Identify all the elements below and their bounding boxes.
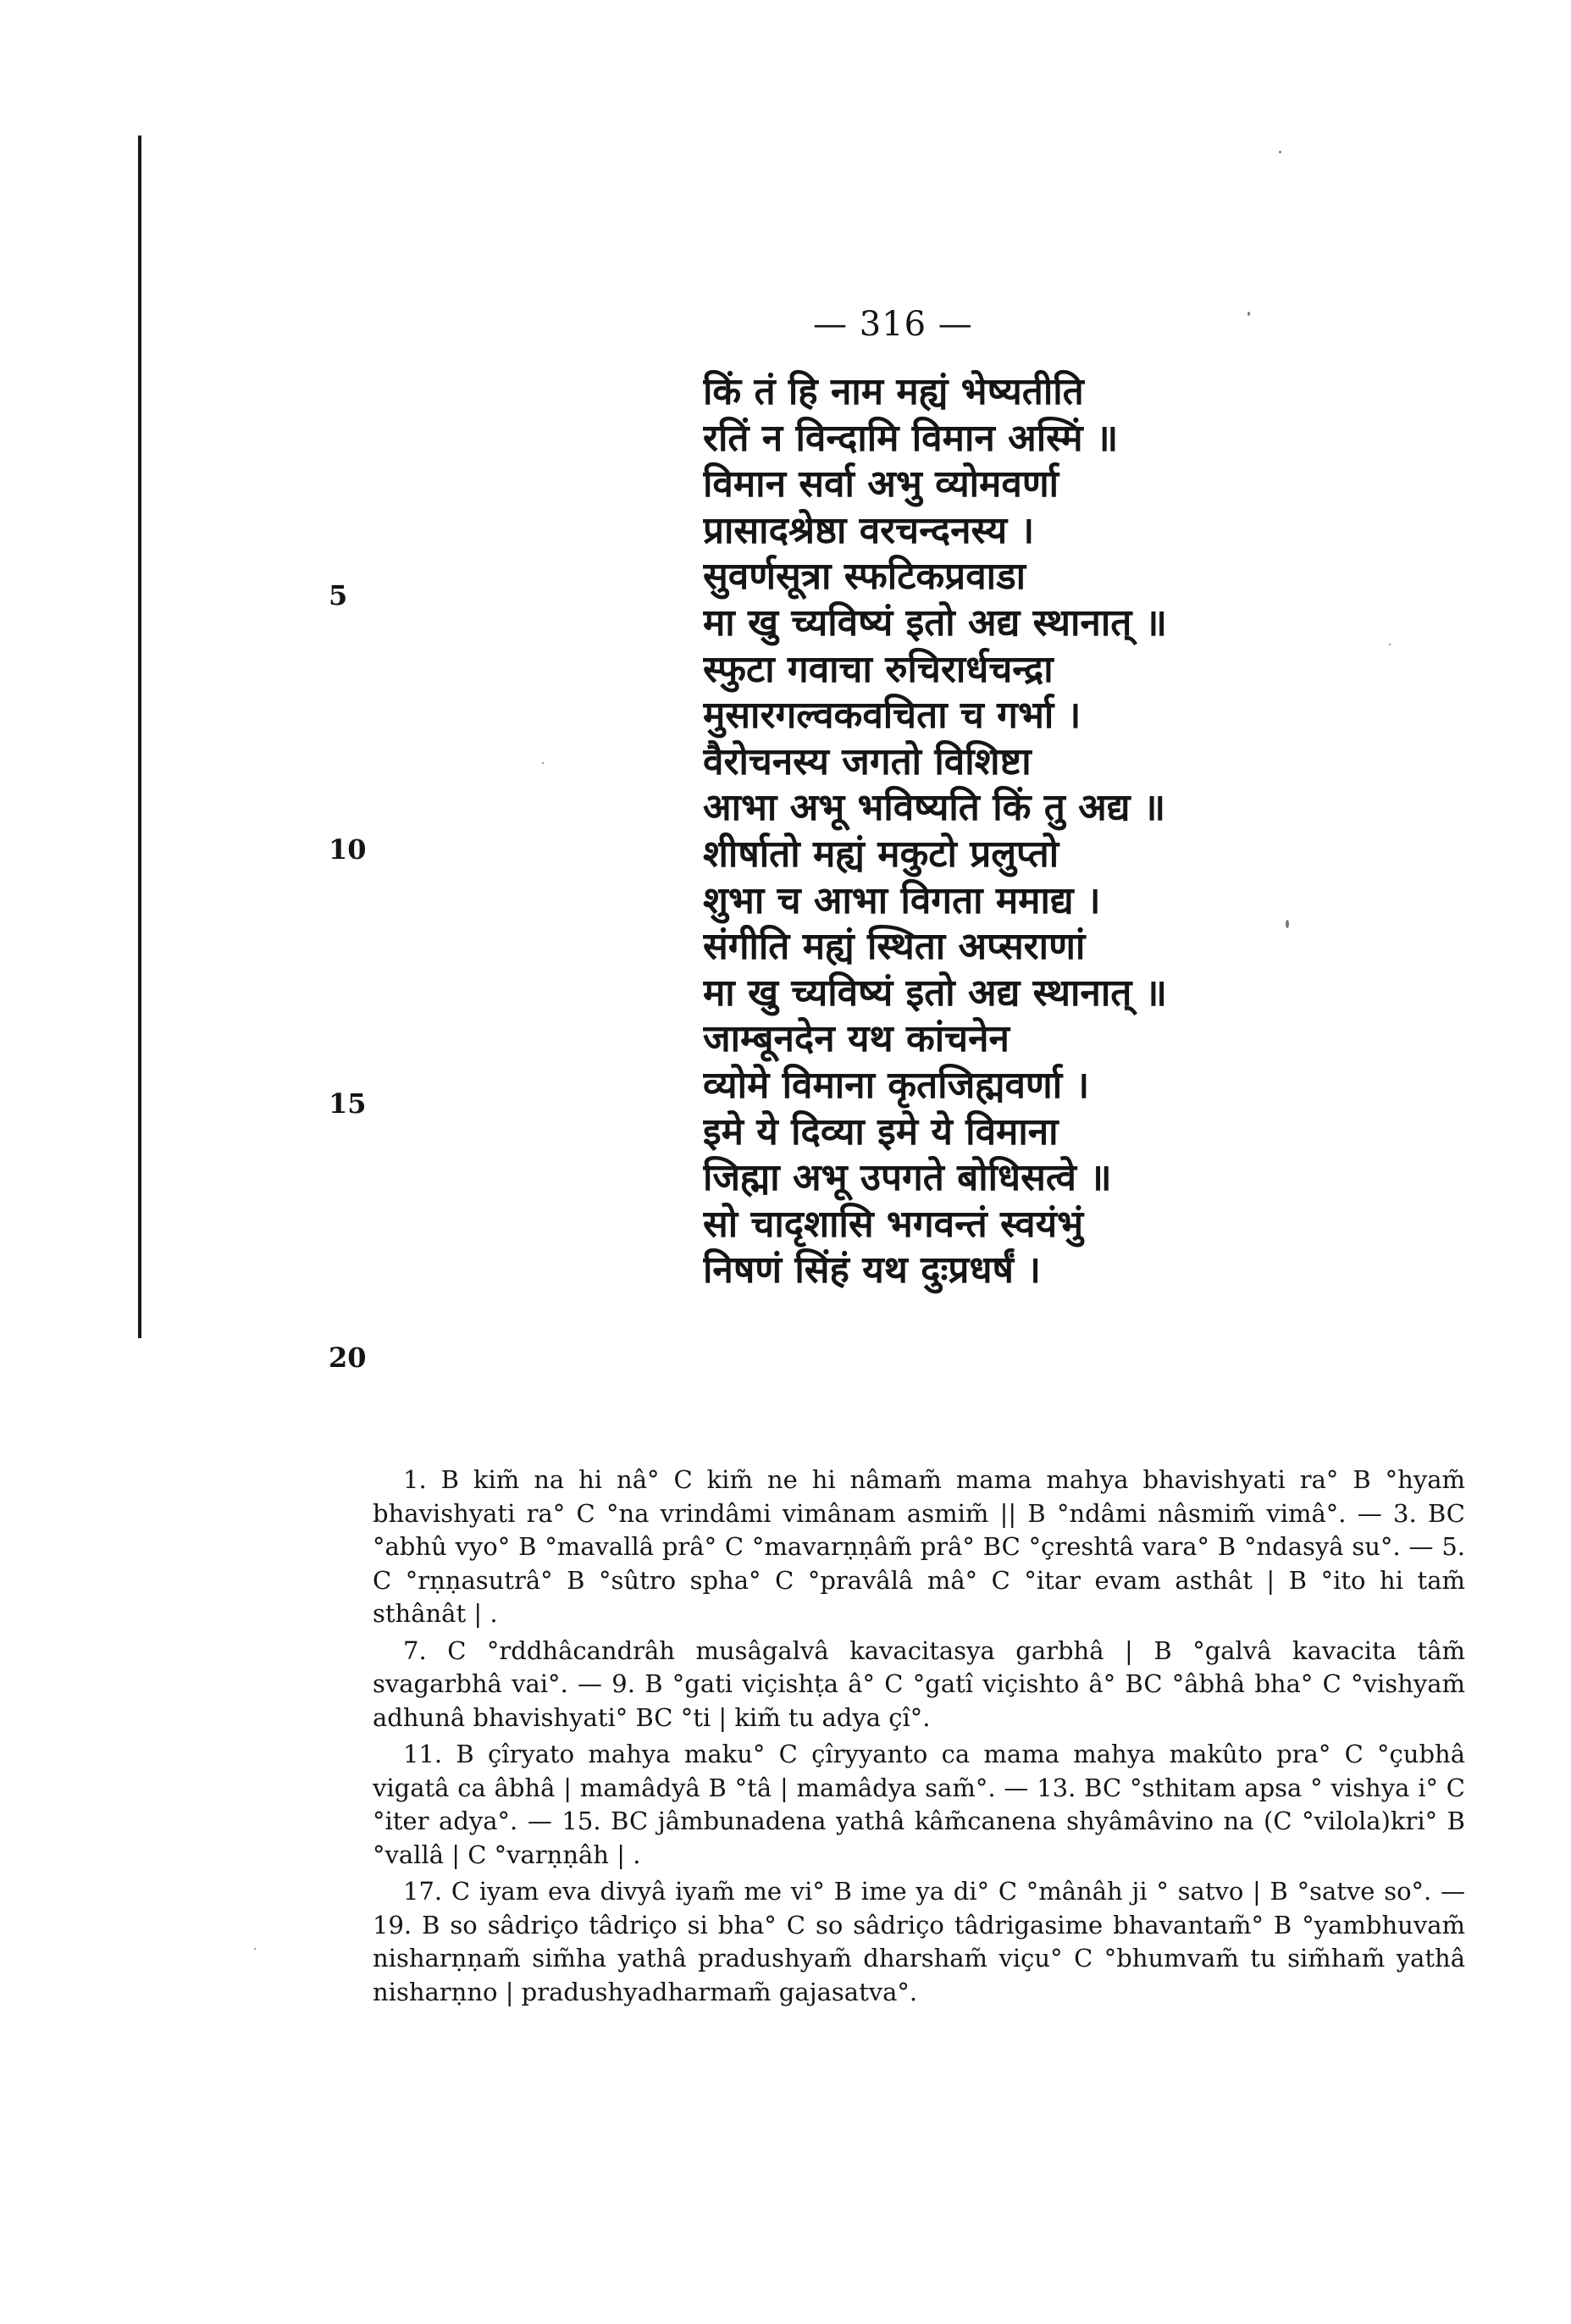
verse-line: विमान सर्वा अभु व्योमवर्णा bbox=[703, 462, 1059, 506]
margin-rule bbox=[138, 136, 141, 1338]
line-number: 20 bbox=[329, 1342, 367, 1374]
line-number: 10 bbox=[329, 833, 367, 866]
scan-speck bbox=[1286, 920, 1289, 928]
verse-line: जाम्बूनदेन यथ कांचनेन bbox=[703, 1017, 1010, 1061]
verse-line: सो चादृशासि भगवन्तं स्वयंभुं bbox=[703, 1202, 1084, 1246]
footnote: 1. B kim̃ na hi nâ° C kim̃ ne hi nâmam̃ mama mahya bhavishyati ra° B °hyam̃ bhavishyati ra° C °na vrindâmi vimânam asmim̃ || B °ndâmi nâsmim̃ vimâ°. — 3. BC °abhû vyo° B °mavallâ prâ° C °mavarṇṇâm̃ prâ° BC °çreshtâ vara° B °ndasyâ su°. — 5. C °rṇṇasutrâ° B °sûtro spha° C °pravâlâ mâ° C °itar evam asthât | B °ito hi tam̃ sthânât | . bbox=[373, 1465, 1465, 1628]
verse-line: सुवर्णसूत्रा स्फटिकप्रवाडा bbox=[703, 555, 1026, 599]
line-number: 5 bbox=[329, 579, 348, 611]
verse-line: शीर्षातो मह्यं मकुटो प्रलुप्तो bbox=[703, 832, 1059, 876]
verse-line: जिह्मा अभू उपगते बोधिसत्वे ॥ bbox=[703, 1156, 1112, 1200]
scan-speck bbox=[254, 1948, 256, 1950]
scan-speck bbox=[542, 762, 544, 764]
line-number: 15 bbox=[329, 1087, 367, 1120]
scan-speck bbox=[1389, 644, 1391, 645]
critical-apparatus bbox=[373, 1464, 1465, 2012]
scan-speck bbox=[1247, 312, 1250, 316]
sanskrit-verse-block bbox=[703, 369, 1347, 1294]
verse-line: निषणं सिंहं यथ दुःप्रधर्षं । bbox=[703, 1248, 1041, 1292]
footnote: 17. C iyam eva divyâ iyam̃ me vi° B ime ya di° C °mânâh ji ° satvo | B °satve so°. — 19. B so sâdriço tâdriço si bha° C so sâdriço tâdrigasime bhavantam̃° B °yambhuvam̃ nisharṇṇam̃ sim̃ha yathâ pradushyam̃ dharsham̃ viçu° C °bhumvam̃ tu sim̃ham̃ yathâ nisharṇno | pradushyadharmam̃ gajasatva°. bbox=[373, 1877, 1465, 2006]
footnote: 11. B çîryato mahya maku° C çîryyanto ca mama mahya makûto pra° C °çubhâ vigatâ ca âbhâ | mamâdyâ B °tâ | mamâdya sam̃°. — 13. BC °sthitam apsa ° vishya i° C °iter adya°. — 15. BC jâmbunadena yathâ kâm̃canena shyâmâvino na (C °vilola)kri° B °vallâ | C °varṇṇâh | . bbox=[373, 1740, 1465, 1869]
verse-line: मा खु च्यविष्यं इतो अद्य स्थानात् ॥ bbox=[703, 600, 1167, 645]
verse-line: संगीति मह्यं स्थिता अप्सराणां bbox=[703, 925, 1086, 969]
verse-line: प्रासादश्रेष्ठा वरचन्दनस्य । bbox=[703, 508, 1035, 552]
verse-line: शुभा च आभा विगता ममाद्य । bbox=[703, 878, 1101, 922]
footnote: 7. C °rddhâcandrâh musâgalvâ kavacitasya garbhâ | B °galvâ kavacita tâm̃ svagarbhâ vai°. — 9. B °gati viçishṭa â° C °gatî viçishto â° BC °âbhâ bha° C °vishyam̃ adhunâ bhavishyati° BC °ti | kim̃ tu adya çî°. bbox=[373, 1635, 1465, 1732]
verse-line: स्फुटा गवाचा रुचिरार्धचन्द्रा bbox=[703, 647, 1054, 691]
verse-line: मुसारगल्वकवचिता च गर्भा । bbox=[703, 694, 1081, 738]
verse-line: किं तं हि नाम मह्यं भेष्यतीति bbox=[703, 370, 1084, 413]
verse-line: वैरोचनस्य जगतो विशिष्टा bbox=[703, 739, 1032, 783]
verse-line: आभा अभू भविष्यति किं तु अद्य ॥ bbox=[703, 786, 1166, 830]
verse-line: रतिं न विन्दामि विमान अस्मिं ॥ bbox=[703, 416, 1119, 460]
page-number: — 316 — bbox=[813, 305, 973, 344]
verse-line: व्योमे विमाना कृतजिह्मवर्णा । bbox=[703, 1063, 1090, 1107]
verse-line: इमे ये दिव्या इमे ये विमाना bbox=[703, 1109, 1059, 1154]
verse-line: मा खु च्यविष्यं इतो अद्य स्थानात् ॥ bbox=[703, 971, 1167, 1015]
scan-speck bbox=[1279, 151, 1281, 153]
